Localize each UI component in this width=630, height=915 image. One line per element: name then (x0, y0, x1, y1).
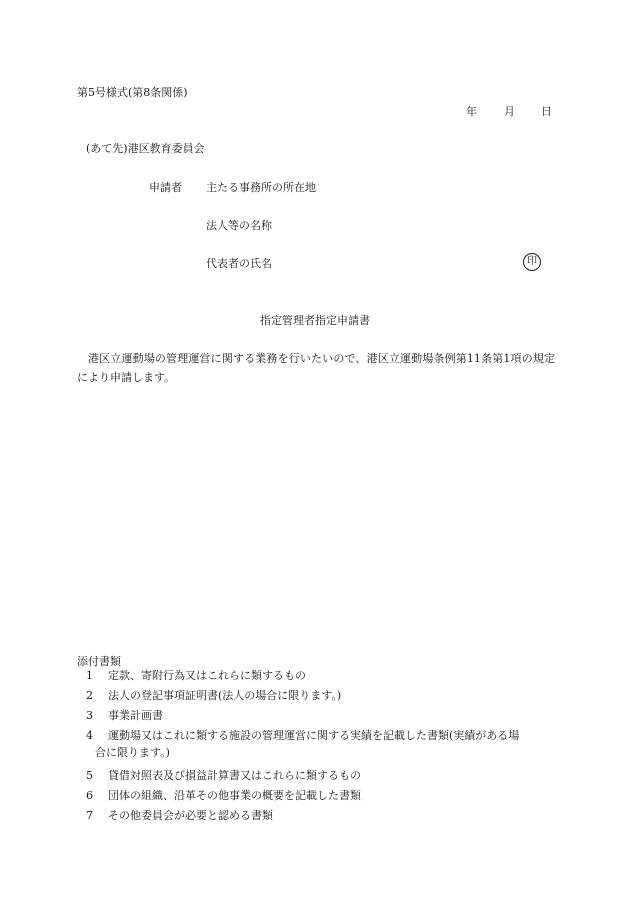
attachment-text: その他委員会が必要と認める書類 (108, 809, 273, 822)
attachment-text: 定款、寄附行為又はこれらに類するもの (108, 669, 306, 682)
representative-label: 代表者の氏名 (206, 257, 272, 270)
document-title: 指定管理者指定申請書 (260, 314, 370, 327)
attachment-text: 運動場又はこれに類する施設の管理運営に関する実績を記載した書類(実績がある場 (108, 729, 520, 742)
body-text: 港区立運動場の管理運営に関する業務を行いたいので、港区立運動場条例第11条第1項の規定により申請します。 (77, 352, 555, 384)
attachment-item (86, 666, 556, 686)
attachment-number: 6 (86, 789, 93, 802)
attachment-text: 貸借対照表及び損益計算書又はこれらに類するもの (108, 769, 361, 782)
seal-mark: 印 (523, 253, 541, 271)
office-location-label: 主たる事務所の所在地 (206, 181, 316, 194)
attachment-item (86, 686, 556, 706)
date-day-label: 日 (541, 105, 552, 118)
attachment-number: 1 (86, 669, 93, 682)
attachment-number: 4 (86, 729, 93, 742)
attachments-heading: 添付書類 (77, 655, 121, 668)
attachment-number: 7 (86, 809, 93, 822)
corp-name-label: 法人等の名称 (206, 219, 272, 232)
attachment-text: 団体の組織、沿革その他事業の概要を記載した書類 (108, 789, 361, 802)
attachment-text: 事業計画書 (108, 709, 163, 722)
attachment-item (86, 766, 556, 786)
addressee: (あて先)港区教育委員会 (86, 142, 205, 155)
form-number: 第5号様式(第8条関係) (77, 86, 188, 99)
attachment-text-continuation: 合に限ります。) (95, 746, 170, 759)
attachment-number: 3 (86, 709, 93, 722)
attachment-item (86, 706, 556, 726)
attachment-item (86, 786, 556, 806)
applicant-label: 申請者 (149, 181, 182, 194)
attachment-number: 5 (86, 769, 93, 782)
attachment-number: 2 (86, 689, 93, 702)
date-month-label: 月 (504, 105, 515, 118)
attachment-text: 法人の登記事項証明書(法人の場合に限ります。) (108, 689, 342, 702)
date-year-label: 年 (466, 105, 477, 118)
attachment-item (86, 806, 556, 826)
